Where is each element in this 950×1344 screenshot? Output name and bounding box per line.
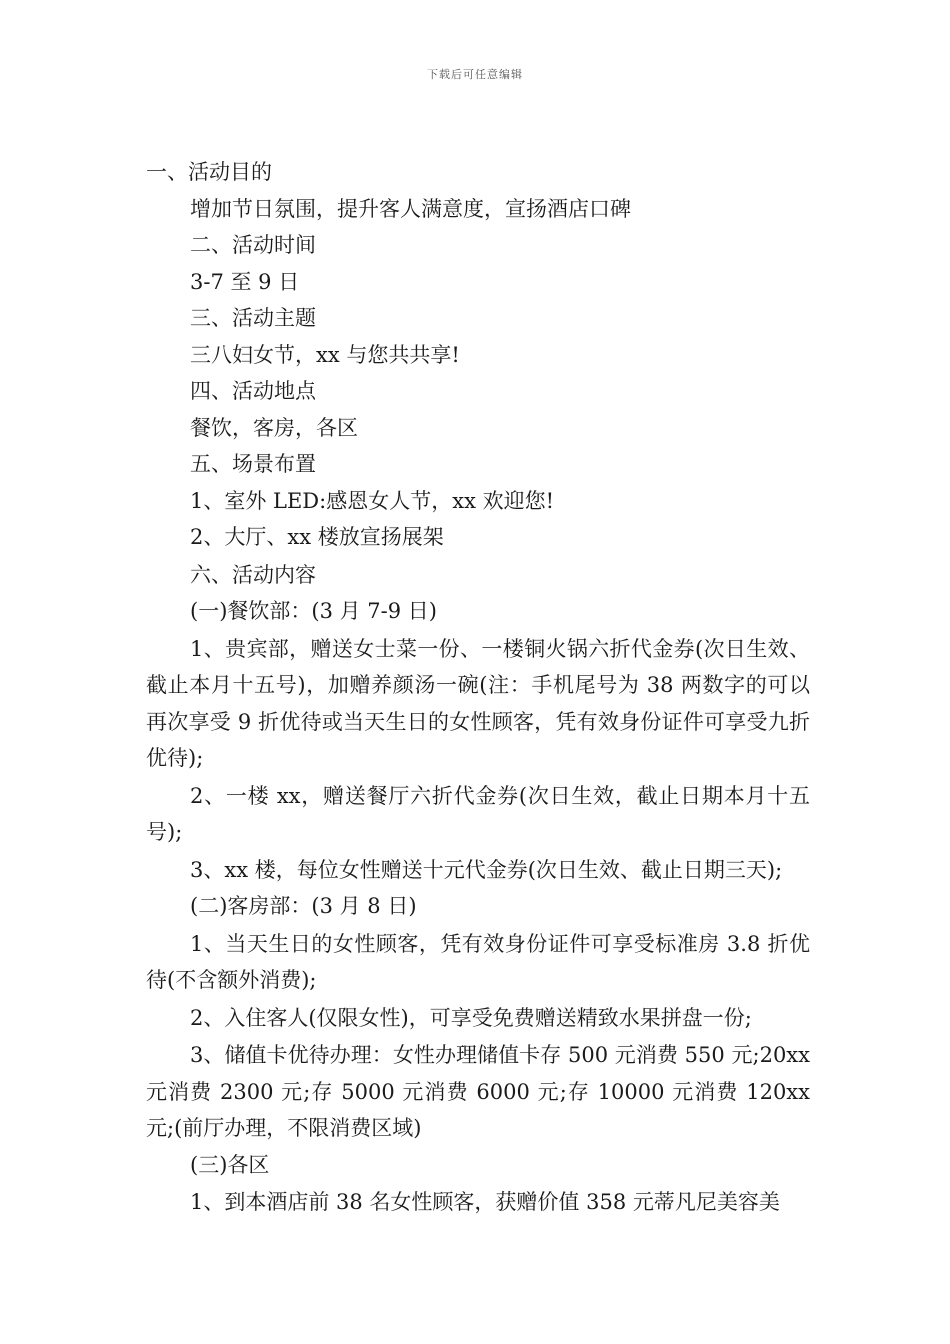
subheading-rooms: (二)客房部：(3 月 8 日) bbox=[190, 894, 417, 918]
section-heading-theme: 三、活动主题 bbox=[190, 306, 316, 330]
section-heading-location: 四、活动地点 bbox=[190, 379, 316, 403]
paragraph-rooms-3: 3、储值卡优待办理：女性办理储值卡存 500 元消费 550 元;20xx 元消费 2300 元;存 5000 元消费 6000 元;存 10000 元消费 120xx 元;(前厅办理，不限消费区域) bbox=[146, 1043, 810, 1140]
document-body bbox=[146, 154, 810, 1221]
section-heading-purpose: 一、活动目的 bbox=[146, 160, 272, 184]
section-heading-time: 二、活动时间 bbox=[190, 233, 316, 257]
paragraph-location: 餐饮，客房，各区 bbox=[190, 415, 358, 440]
paragraph-purpose: 增加节日氛围，提升客人满意度，宣扬酒店口碑 bbox=[190, 196, 631, 221]
section-heading-decoration: 五、场景布置 bbox=[190, 452, 316, 476]
subheading-areas: (三)各区 bbox=[190, 1152, 270, 1177]
paragraph-theme: 三八妇女节，xx 与您共共享! bbox=[190, 342, 460, 367]
section-heading-content: 六、活动内容 bbox=[190, 562, 316, 587]
paragraph-rooms-2: 2、入住客人(仅限女性)，可享受免费赠送精致水果拼盘一份; bbox=[190, 1005, 752, 1030]
paragraph-catering-3: 3、xx 楼，每位女性赠送十元代金券(次日生效、截止日期三天); bbox=[190, 857, 783, 882]
paragraph-rooms-1: 1、当天生日的女性顾客，凭有效身份证件可享受标准房 3.8 折优待(不含额外消费); bbox=[146, 931, 810, 992]
paragraph-catering-2: 2、一楼 xx，赠送餐厅六折代金券(次日生效，截止日期本月十五号); bbox=[146, 783, 810, 844]
page-header-note: 下载后可任意编辑 bbox=[427, 68, 523, 81]
paragraph-time: 3-7 至 9 日 bbox=[190, 269, 300, 294]
subheading-catering: (一)餐饮部：(3 月 7-9 日) bbox=[190, 599, 437, 623]
paragraph-decoration-1: 1、室外 LED:感恩女人节，xx 欢迎您! bbox=[190, 488, 555, 513]
paragraph-decoration-2: 2、大厅、xx 楼放宣扬展架 bbox=[190, 525, 444, 549]
paragraph-areas-1: 1、到本酒店前 38 名女性顾客，获赠价值 358 元蒂凡尼美容美 bbox=[190, 1190, 780, 1214]
paragraph-catering-1: 1、贵宾部，赠送女士菜一份、一楼铜火锅六折代金券(次日生效、截止本月十五号)，加赠养颜汤一碗(注：手机尾号为 38 两数字的可以再次享受 9 折优待或当天生日的女性顾客，凭有效身份证件可享受九折优待); bbox=[146, 636, 810, 770]
